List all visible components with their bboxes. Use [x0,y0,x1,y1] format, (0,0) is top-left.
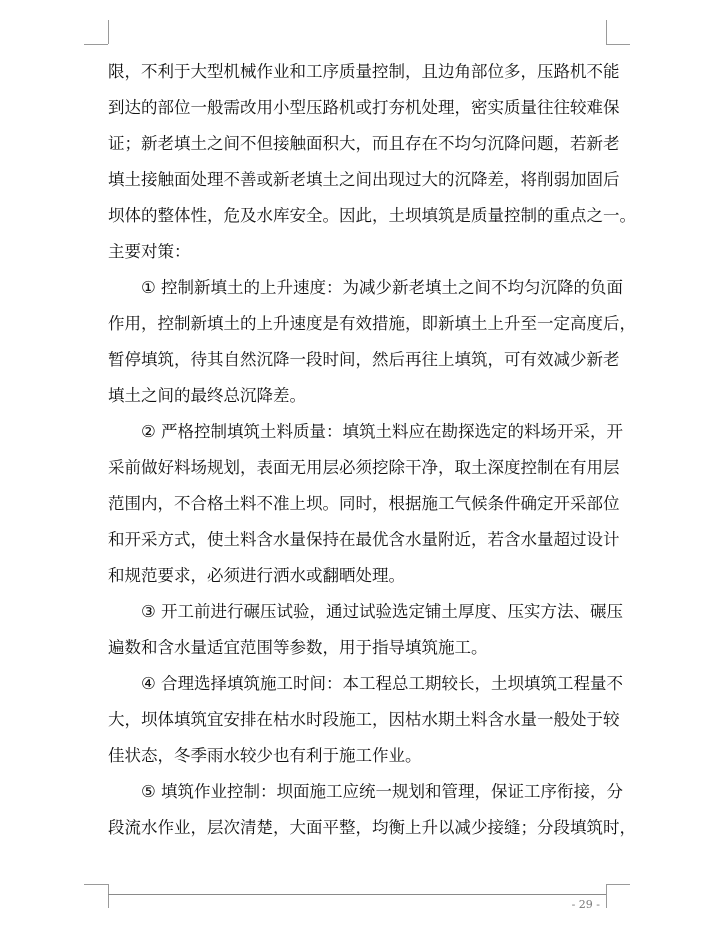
paragraph [108,666,624,774]
paragraph [108,270,636,414]
text-line: 限，不利于大型机械作业和工序质量控制，且边角部位多，压路机不能 [108,62,620,81]
document-body [108,54,636,846]
text-line: 段流水作业，层次清楚，大面平整，均衡上升以减少接缝；分段填筑时， [108,818,636,837]
crop-mark-bottom-right [606,884,607,908]
text-line: 佳状态，冬季雨水较少也有利于施工作业。 [108,746,422,765]
text-line: 暂停填筑，待其自然沉降一段时间，然后再往上填筑，可有效减少新老 [108,350,620,369]
text-line: 到达的部位一般需改用小型压路机或打夯机处理，密实质量往往较难保 [108,98,620,117]
paragraph [108,54,636,270]
text-line: 范围内，不合格土料不准上坝。同时，根据施工气候条件确定开采部位 [108,494,620,513]
paragraph [108,594,624,666]
footer-rule [108,894,606,895]
text-line: 填土之间的最终总沉降差。 [108,386,306,405]
crop-mark-bottom-left [84,884,108,885]
crop-mark-top-left [108,20,109,44]
text-line: 和开采方式，使土料含水量保持在最优含水量附近，若含水量超过设计 [108,530,620,549]
text-line: 坝体的整体性，危及水库安全。因此，土坝填筑是质量控制的重点之一。 [108,206,636,225]
text-line: 证；新老填土之间不但接触面积大，而且存在不均匀沉降问题，若新老 [108,134,620,153]
text-line: 作用，控制新填土的上升速度是有效措施，即新填土上升至一定高度后， [108,314,636,333]
text-line: ⑤ 填筑作业控制：坝面施工应统一规划和管理，保证工序衔接，分 [141,782,624,801]
crop-mark-bottom-right [606,884,630,885]
page-number: - 29 - [571,898,600,911]
crop-mark-top-right [606,20,607,44]
crop-mark-top-right [606,44,630,45]
text-line: 主要对策： [108,242,191,261]
text-line: 遍数和含水量适宜范围等参数，用于指导填筑施工。 [108,638,488,657]
crop-mark-top-left [84,44,108,45]
text-line: 采前做好料场规划，表面无用层必须挖除干净，取土深度控制在有用层 [108,458,620,477]
text-line: ④ 合理选择填筑施工时间：本工程总工期较长，土坝填筑工程量不 [141,674,624,693]
text-line: 和规范要求，必须进行洒水或翻晒处理。 [108,566,405,585]
paragraph [108,414,624,594]
text-line: ② 严格控制填筑土料质量：填筑土料应在勘探选定的料场开采，开 [141,422,624,441]
paragraph [108,774,636,846]
text-line: ③ 开工前进行碾压试验，通过试验选定铺土厚度、压实方法、碾压 [141,602,624,621]
crop-mark-bottom-left [108,884,109,908]
text-line: 填土接触面处理不善或新老填土之间出现过大的沉降差，将削弱加固后 [108,170,620,189]
text-line: 大，坝体填筑宜安排在枯水时段施工，因枯水期土料含水量一般处于较 [108,710,620,729]
text-line: ① 控制新填土的上升速度：为减少新老填土之间不均匀沉降的负面 [141,278,624,297]
